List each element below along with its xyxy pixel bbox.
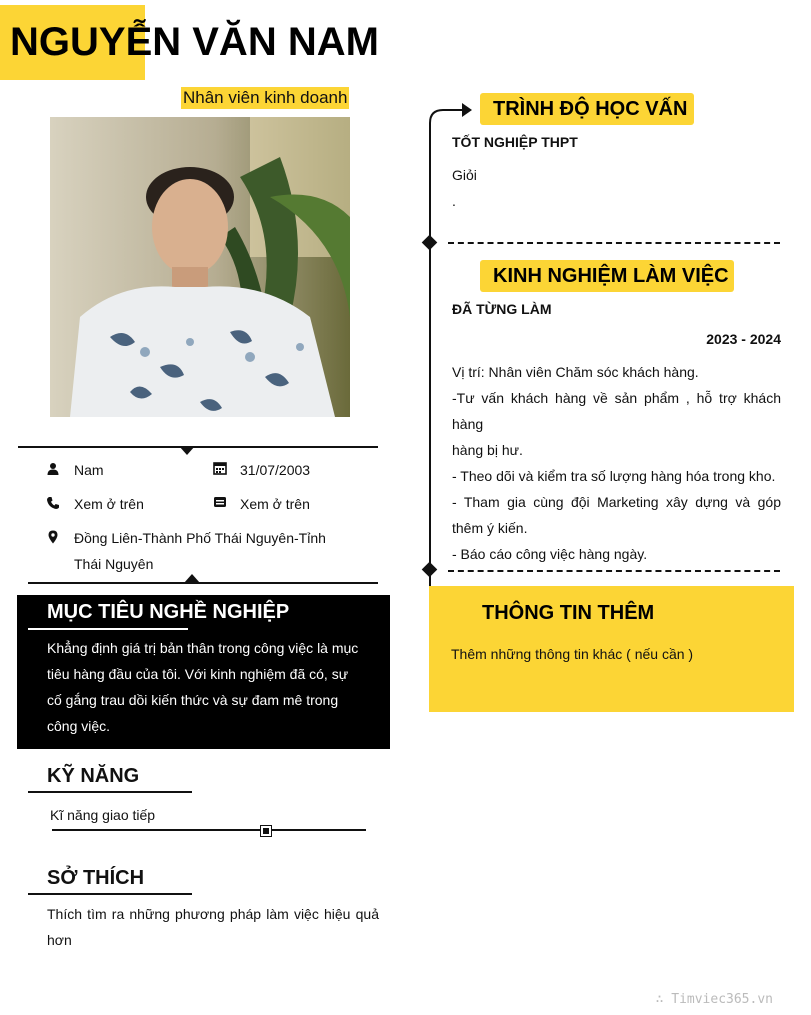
divider-arrow-down xyxy=(179,446,195,455)
skill-bar-track xyxy=(52,829,366,831)
email-value: Xem ở trên xyxy=(240,496,310,512)
phone-value: Xem ở trên xyxy=(74,496,144,512)
birthday-value: 31/07/2003 xyxy=(240,462,311,478)
experience-line: Vị trí: Nhân viên Chăm sóc khách hàng. xyxy=(452,364,699,380)
hobbies-line: hơn xyxy=(47,932,72,948)
objective-line: Khẳng định giá trị bản thân trong công việc là mục xyxy=(47,640,359,656)
hobbies-title: SỞ THÍCH xyxy=(47,867,145,889)
experience-title: KINH NGHIỆM LÀM VIỆC xyxy=(493,265,729,287)
skill-name: Kĩ năng giao tiếp xyxy=(50,807,156,823)
extra-info-title: THÔNG TIN THÊM xyxy=(482,602,655,624)
watermark: ∴ Timviec365.vn xyxy=(655,992,773,1007)
objective-text xyxy=(47,635,359,739)
objective-line: công việc. xyxy=(47,718,111,734)
section-separator xyxy=(448,242,780,244)
objective-line: tiêu hàng đầu của tôi. Với kinh nghiệm đã có, sự xyxy=(47,666,349,682)
education-grade: Giỏi xyxy=(452,167,477,183)
experience-line: -Tư vấn khách hàng về sản phẩm , hỗ trợ khách hàng xyxy=(452,390,781,432)
user-icon xyxy=(46,462,60,481)
experience-line: - Báo cáo công việc hàng ngày. xyxy=(452,546,648,562)
address-line-1: Đồng Liên-Thành Phố Thái Nguyên-Tỉnh xyxy=(74,530,326,546)
education-note: . xyxy=(452,193,456,209)
objective-title: MỤC TIÊU NGHỀ NGHIỆP xyxy=(47,601,290,623)
profile-photo xyxy=(50,117,350,417)
gender-value: Nam xyxy=(74,462,104,478)
calendar-icon xyxy=(213,461,227,480)
experience-period: 2023 - 2024 xyxy=(706,331,781,347)
skill-level-marker xyxy=(260,825,272,837)
experience-company: ĐÃ TỪNG LÀM xyxy=(452,301,552,317)
experience-line: thêm ý kiến. xyxy=(452,520,528,536)
candidate-name: NGUYỄN VĂN NAM xyxy=(10,20,379,64)
experience-line: - Tham gia cùng đội Marketing xây dựng và góp xyxy=(452,494,781,510)
education-degree: TỐT NGHIỆP THPT xyxy=(452,134,578,150)
experience-line: hàng bị hư. xyxy=(452,442,523,458)
education-title: TRÌNH ĐỘ HỌC VẤN xyxy=(493,98,688,120)
email-icon xyxy=(213,495,227,514)
info-divider-bottom xyxy=(28,582,378,584)
job-title: Nhân viên kinh doanh xyxy=(183,88,348,107)
info-divider-top xyxy=(18,446,378,448)
objective-line: cố gắng trau dồi kiến thức và sự đam mê trong xyxy=(47,692,339,708)
experience-description xyxy=(452,359,781,567)
extra-info-text: Thêm những thông tin khác ( nếu cần ) xyxy=(451,646,694,662)
hobbies-underline xyxy=(28,893,192,895)
skills-title: KỸ NĂNG xyxy=(47,765,140,787)
location-icon xyxy=(46,530,60,549)
phone-icon xyxy=(46,496,60,515)
hobbies-line: Thích tìm ra những phương pháp làm việc hiệu quả xyxy=(47,906,379,922)
experience-line: - Theo dõi và kiểm tra số lượng hàng hóa trong kho. xyxy=(452,468,776,484)
objective-underline xyxy=(28,628,188,630)
section-separator xyxy=(448,570,780,572)
skills-underline xyxy=(28,791,192,793)
address-line-2: Thái Nguyên xyxy=(74,556,154,572)
hobbies-text xyxy=(47,901,379,953)
